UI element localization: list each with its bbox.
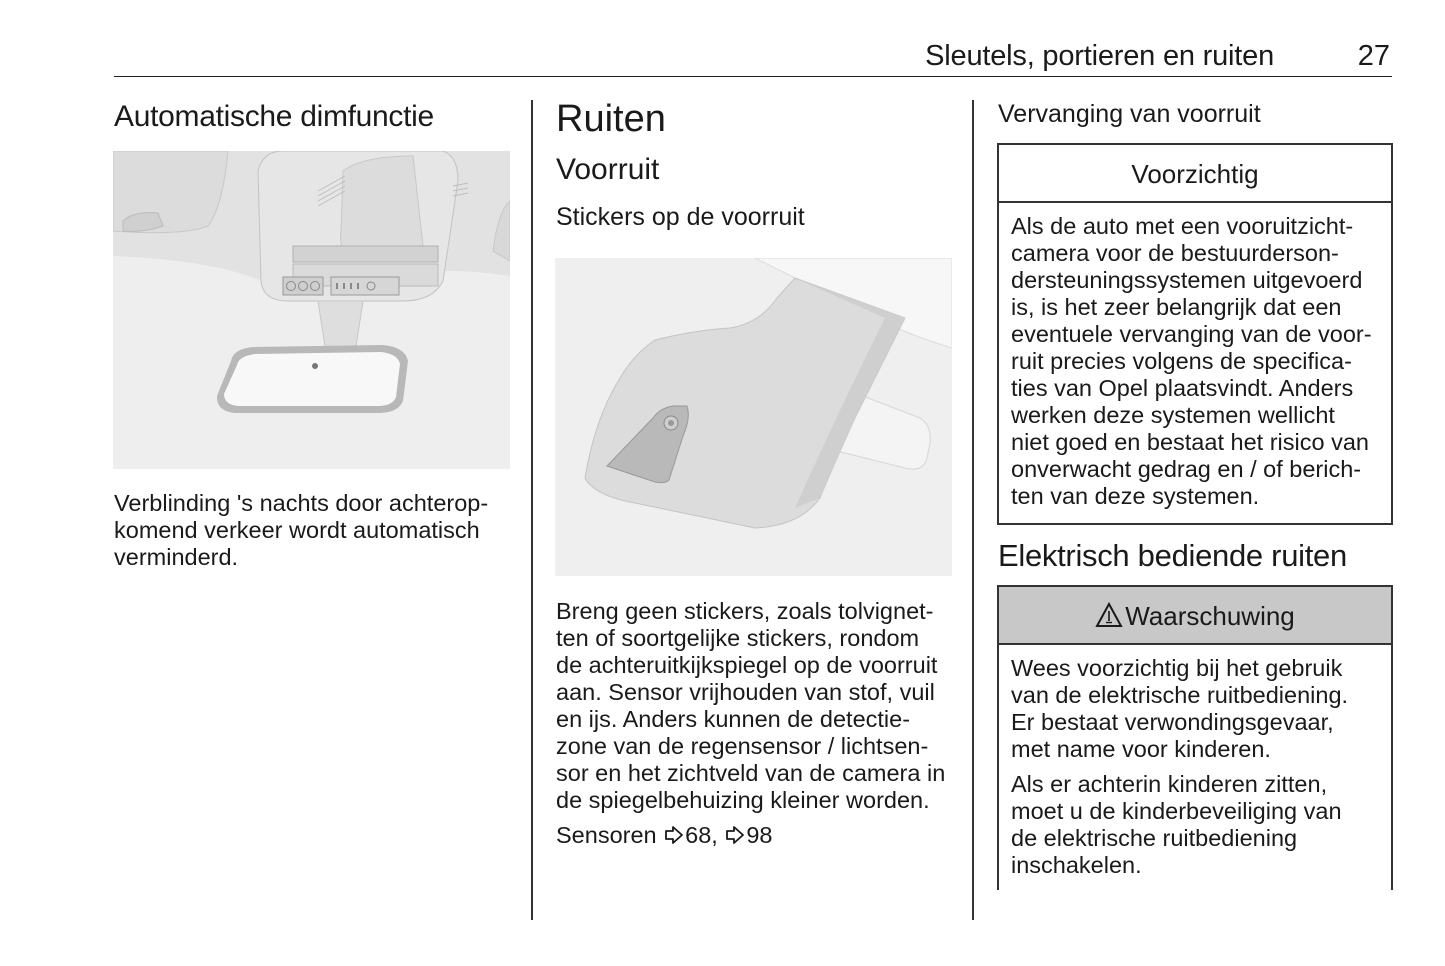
- reference-link-68[interactable]: 68,: [663, 822, 724, 848]
- subsection-title-windscreen-replacement: Vervanging van voorruit: [998, 100, 1261, 128]
- warning-box-header: [999, 587, 1391, 645]
- warning-paragraph-2: Als er achterin kinderen zitten, moet u de kinderbeveiliging van de elektrische ruitbediening inschakelen.: [1011, 771, 1342, 878]
- left-body: [114, 490, 514, 571]
- chapter-title-ruiten: Ruiten: [556, 98, 666, 140]
- middle-body: [556, 598, 956, 849]
- right-column-heading: [998, 100, 1398, 129]
- page-reference-arrow-icon: [663, 824, 685, 846]
- warning-box: [997, 585, 1393, 927]
- warning-triangle-icon: [1095, 602, 1123, 628]
- section-title-voorruit: Voorruit: [556, 153, 660, 186]
- rearview-mirror-illustration: [113, 151, 510, 469]
- warning-paragraph-1: Wees voorzichtig bij het gebruik van de elektrische ruitbediening. Er bestaat verwondingsgevaar, met name voor kinderen.: [1011, 655, 1349, 762]
- caution-box-title: Voorzichtig: [999, 145, 1391, 203]
- page-bottom-mask: [990, 890, 1400, 966]
- section-title-auto-dimming: Automatische dimfunctie: [114, 100, 434, 133]
- stickers-description: Breng geen stickers, zoals tolvignet- ten of soortgelijke stickers, rondom de achteruitkijkspiegel op de voorruit aan. Sensor vrijhouden van stof, vuil en ijs. Anders kunnen de detectie- zone van de regensensor / lichtsen- sor en het zichtveld van de camera in de spiegelbehuizing kleiner worden.: [556, 598, 946, 813]
- right-section-heading: [998, 538, 1398, 574]
- subsection-title-stickers: Stickers op de voorruit: [556, 203, 805, 231]
- auto-dimming-description: Verblinding 's nachts door achterop- komend verkeer wordt automatisch verminderd.: [114, 490, 489, 570]
- rearview-mirror-icon: [113, 151, 510, 469]
- windscreen-sensor-illustration: [555, 258, 952, 576]
- chapter-running-title: Sleutels, portieren en ruiten: [925, 40, 1274, 72]
- caution-box-body: [999, 203, 1391, 510]
- left-column: [114, 100, 514, 134]
- column-divider-1: [531, 100, 533, 920]
- page-number: 27: [1357, 40, 1390, 72]
- middle-column-headings: [556, 98, 956, 232]
- warning-box-body: [999, 645, 1391, 879]
- caution-text: Als de auto met een vooruitzicht- camera voor de bestuurderson- dersteuningssystemen uitgevoerd is, is het zeer belangrijk dat een eventuele vervanging van de voor- ruit precies volgens de specifica- ties van Opel plaatsvindt. Anders werken deze systemen wellicht niet goed en bestaat het risico van onverwacht gedrag en / of berich- ten van deze systemen.: [1011, 213, 1372, 509]
- page-header: [114, 38, 1392, 77]
- section-title-power-windows: Elektrisch bediende ruiten: [998, 538, 1347, 573]
- warning-box-title: Waarschuwing: [1125, 601, 1295, 631]
- column-divider-2: [972, 100, 974, 920]
- reference-link-98[interactable]: 98: [724, 822, 772, 848]
- reference-label: Sensoren: [556, 822, 657, 848]
- sensor-reference: [556, 822, 956, 849]
- windscreen-sensor-icon: [555, 258, 952, 576]
- page-reference-arrow-icon: [724, 824, 746, 846]
- caution-box: [997, 143, 1393, 525]
